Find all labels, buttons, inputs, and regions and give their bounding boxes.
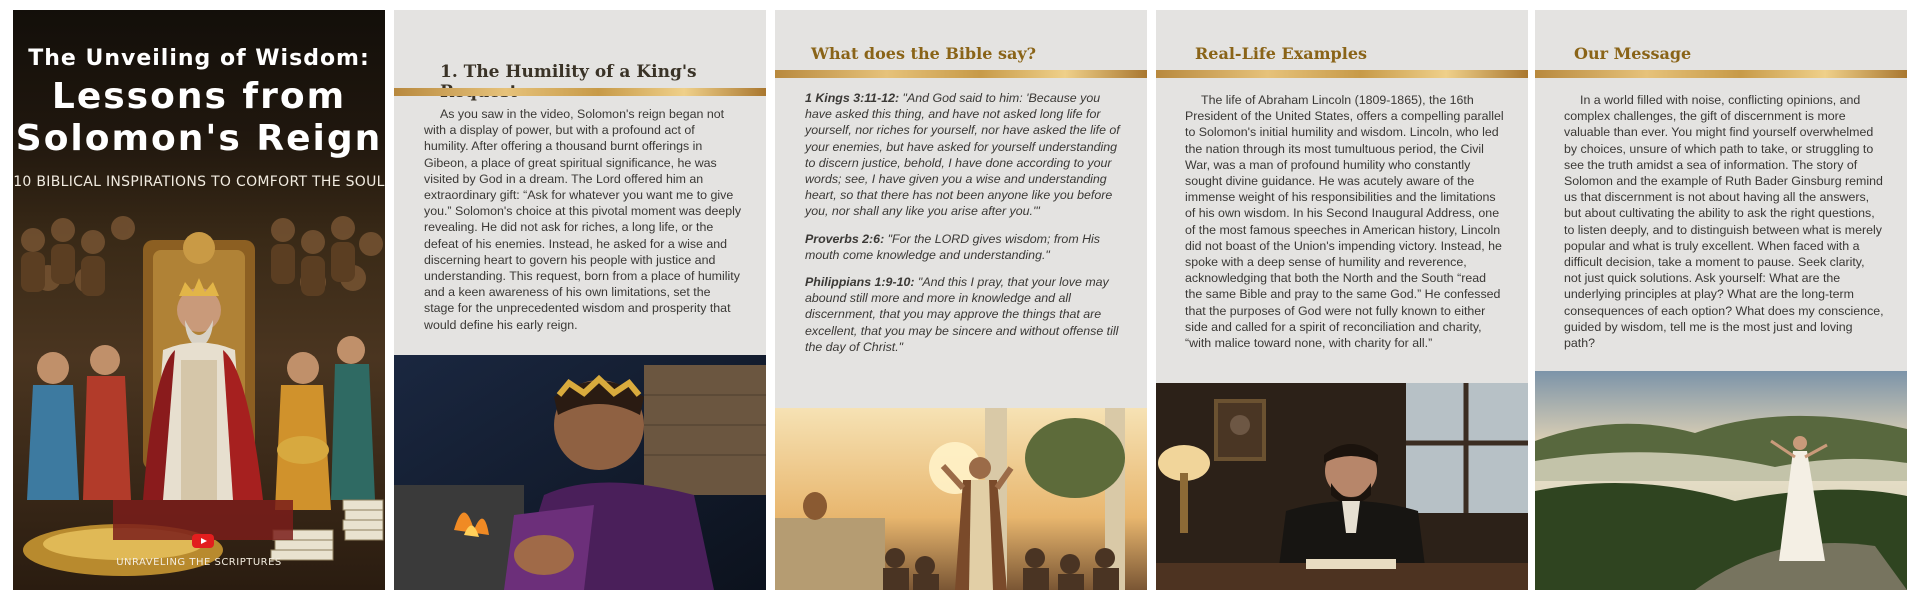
verse-item bbox=[805, 274, 1125, 355]
slide-body bbox=[424, 106, 742, 333]
lincoln-desk-photo bbox=[1156, 383, 1528, 590]
preacher-crowd-photo bbox=[775, 408, 1147, 590]
gold-divider bbox=[1535, 70, 1907, 78]
cover-subtitle: 10 BIBLICAL INSPIRATIONS TO COMFORT THE SOUL bbox=[13, 174, 385, 190]
message-slide bbox=[1535, 10, 1907, 590]
verse-text: "For the LORD gives wisdom; from His mouth come knowledge and understanding." bbox=[805, 231, 1100, 262]
cover-title-line2: Lessons from bbox=[51, 76, 347, 117]
slide-heading: What does the Bible say? bbox=[811, 44, 1036, 63]
woman-mountain-photo bbox=[1535, 371, 1907, 590]
cover-title-line1: The Unveiling of Wisdom: bbox=[28, 46, 370, 71]
slide-paragraph: As you saw in the video, Solomon's reign began not with a display of power, but with a profound act of humility. After offering a thousand burnt offerings in Gibeon, a place of great spiritual significance, he was visited by God in a dream. The Lord offered him an extraordinary gift: “Ask for whatever you want me to give you.” Solomon's choice at this pivotal moment was deeply revealing. He did not ask for riches, a long life, or the defeat of his enemies. Instead, he asked for a wise and discerning heart to govern his people with justice and understanding. This request, born from a place of humility and a keen awareness of his own limitations, set the stage for the unprecedented wisdom and prosperity that would define his early reign. bbox=[424, 107, 742, 332]
channel-name: UNRAVELING THE SCRIPTURES bbox=[116, 557, 282, 568]
slide-paragraph: The life of Abraham Lincoln (1809-1865), the 16th President of the United States, offers a compelling parallel to Solomon's initial humility and wisdom. Lincoln, who led the nation through its most tumultuous period, the Civil War, was a man of profound humility who constantly sought divine guidance. He was acutely aware of the immense weight of his responsibilities and the limitations of his own wisdom. In his Second Inaugural Address, one of the most famous speeches in American history, Lincoln did not boast of the Union's impending victory. Instead, he spoke with a deep sense of humility and reverence, acknowledging that both the North and the South “read the same Bible and pray to the same God.” He confessed that the purposes of God were not fully known to either side and called for a spirit of reconciliation and charity, “with malice toward none, with charity for all.” bbox=[1185, 93, 1504, 351]
slide-body bbox=[1564, 92, 1884, 351]
slide-heading: 1. The Humility of a King's bbox=[440, 62, 697, 82]
praying-king-photo bbox=[394, 355, 766, 590]
verse-list bbox=[805, 90, 1125, 366]
humility-slide bbox=[394, 10, 766, 590]
slide-body bbox=[1185, 92, 1505, 351]
bible-slide bbox=[775, 10, 1147, 590]
slide-heading: Real-Life Examples bbox=[1195, 44, 1368, 63]
youtube-play-icon bbox=[192, 534, 214, 548]
slide-paragraph: In a world filled with noise, conflicting opinions, and complex challenges, the gift of discernment is more valuable than ever. You might find yourself overwhelmed by choices, unsure of which path to take, or struggling to see the truth amidst a sea of information. The story of Solomon and the example of Ruth Bader Ginsburg remind us that discernment is not about having all the answers, but about cultivating the ability to ask the right questions, to listen deeply, and to distinguish between what is merely popular and what is truly excellent. When faced with a difficult decision, take a moment to pause. Seek clarity, not just quick solutions. Ask yourself: What are the underlying principles at play? What are the long-term consequences of each option? What does my conscience, guided by wisdom, tell me is the most just and loving path? bbox=[1564, 93, 1884, 351]
gold-divider bbox=[1156, 70, 1528, 78]
verse-text: "And this I pray, that your love may abound still more and more in knowledge and all discernment, that you may approve the things that are excellent, that you may be sincere and without offense till the day of Christ." bbox=[805, 275, 1119, 354]
verse-reference: Proverbs 2:6: bbox=[805, 231, 885, 246]
verse-item bbox=[805, 231, 1125, 263]
cover-slide bbox=[13, 10, 385, 590]
gold-divider bbox=[394, 88, 766, 96]
gold-divider bbox=[775, 70, 1147, 78]
cover-title-line3: Solomon's Reign bbox=[15, 118, 383, 159]
slide-heading: Our Message bbox=[1574, 44, 1692, 63]
verse-reference: 1 Kings 3:11-12: bbox=[805, 91, 900, 105]
examples-slide bbox=[1156, 10, 1528, 590]
verse-text: "And God said to him: 'Because you have asked this thing, and have not asked long life for yourself, nor riches for yourself, nor have asked the life of your enemies, but have asked for yourself understanding to discern justice, behold, I have done according to your words; see, I have given you a wise and understanding heart, so that there has not been anyone like you before you, nor shall any like you arise after you.'" bbox=[805, 91, 1120, 219]
verse-item bbox=[805, 90, 1125, 220]
verse-reference: Philippians 1:9-10: bbox=[805, 275, 915, 290]
cover-title-main bbox=[13, 76, 385, 160]
king-throne-illustration bbox=[13, 200, 385, 590]
